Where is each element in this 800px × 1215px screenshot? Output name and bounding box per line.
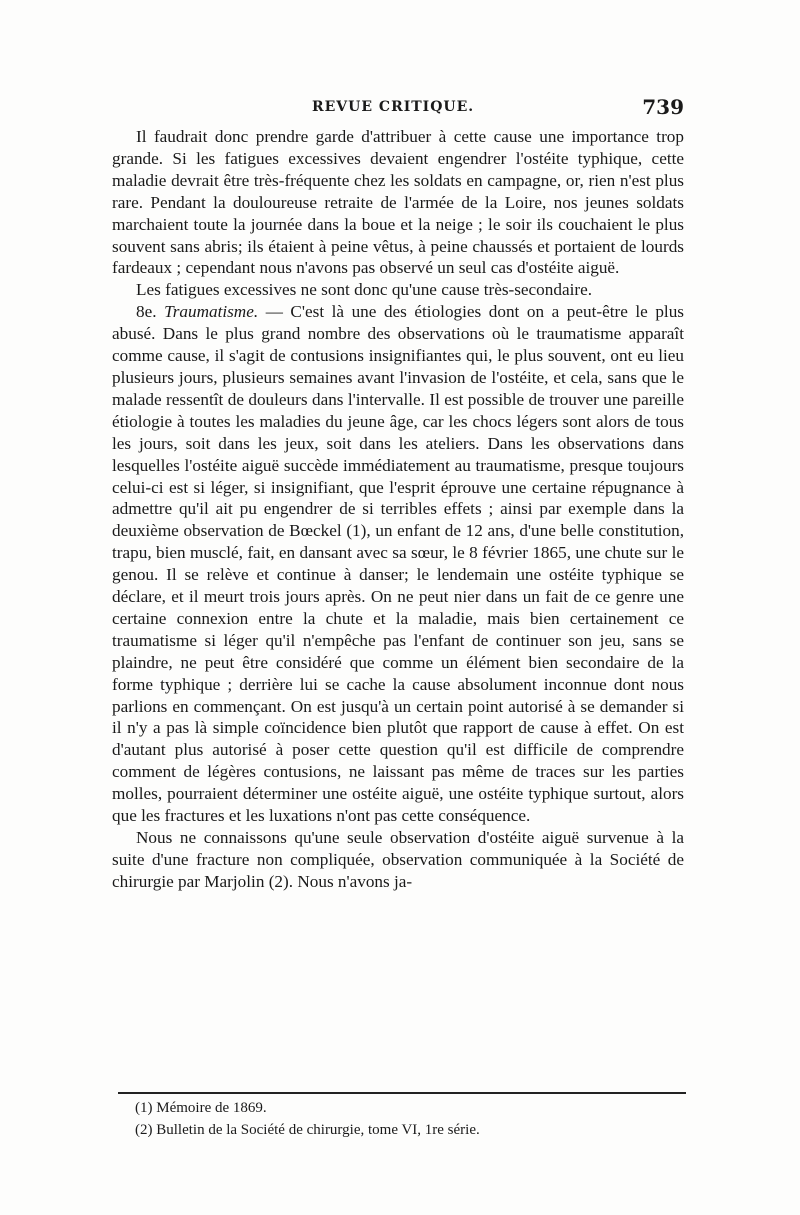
body-text bbox=[112, 126, 684, 893]
page-number: 739 bbox=[642, 95, 684, 119]
running-title: REVUE CRITIQUE. bbox=[312, 99, 475, 115]
paragraph-traumatisme bbox=[112, 301, 684, 827]
section-heading: Traumatisme. bbox=[164, 302, 259, 322]
section-text: — C'est là une des étiologies dont on a peut-être le plus abusé. Dans le plus grand nombre des observations où le traumatisme apparaît comme cause, il s'agit de contusions insignifiantes qui, le plus souvent, ont eu lieu plusieurs jours, plusieurs semaines avant l'invasion de l'ostéite, et cela, sans que le malade ressentît de douleurs dans l'intervalle. Il est possible de trouver une pareille étiologie à toutes les maladies du jeune âge, car les chocs légers sont alors de tous les jours, soit dans les jeux, soit dans les ateliers. Dans les observations dans lesquelles l'ostéite aiguë succède immédiatement au traumatisme, presque toujours celui-ci est si léger, si insignifiant, que l'esprit éprouve une certaine répugnance à admettre qu'il ait pu engendrer de si terribles effets ; ainsi par exemple dans la deuxième observation de Bœckel (1), un enfant de 12 ans, d'une belle constitution, trapu, bien musclé, fait, en dansant avec sa sœur, le 8 février 1865, une chute sur le genou. Il se relève et continue à danser; le lendemain une ostéite typhique se déclare, et il meurt trois jours après. On ne peut nier dans un fait de ce genre une certaine connexion entre la chute et la maladie, mais bien certainement ce traumatisme si léger qu'il n'empêche pas l'enfant de continuer son jeu, sans se plaindre, ne peut être considéré que comme un élément bien secondaire de la forme typhique ; derrière lui se cache la cause absolument inconnue dont nous parlions en commençant. On est jusqu'à un certain point autorisé à se demander si il n'y a pas là simple coïncidence bien plutôt que rapport de cause à effet. On est d'autant plus autorisé à poser cette question qu'il est difficile de comprendre comment de légères contusions, ne laissant pas même de traces sur les parties molles, pourraient déterminer une ostéite aiguë, une ostéite typhique surtout, alors que les fractures et les luxations n'ont pas cette conséquence. bbox=[112, 302, 684, 826]
footnotes bbox=[135, 1097, 685, 1141]
footnote-rule bbox=[118, 1092, 686, 1094]
paragraph-conclusion: Les fatigues excessives ne sont donc qu'une cause très-secondaire. bbox=[136, 280, 593, 300]
section-number: 8e. bbox=[136, 302, 157, 322]
page-header bbox=[112, 95, 684, 123]
footnote-2: (2) Bulletin de la Société de chirurgie, tome VI, 1re série. bbox=[135, 1122, 480, 1138]
footnote-1: (1) Mémoire de 1869. bbox=[135, 1100, 267, 1116]
paragraph-fatigues: Il faudrait donc prendre garde d'attribuer à cette cause une importance trop grande. Si les fatigues excessives devaient engendrer l'ostéite typhique, cette maladie devrait être très-fréquente chez les soldats en campagne, or, rien n'est plus rare. Pendant la douloureuse retraite de l'armée de la Loire, nos jeunes soldats marchaient toute la journée dans la boue et la neige ; le soir ils couchaient le plus souvent sans abris; ils étaient à peine vêtus, à peine chaussés et portaient de lourds fardeaux ; cependant nous n'avons pas observé un seul cas d'ostéite aiguë. bbox=[112, 127, 684, 278]
paragraph-fracture: Nous ne connaissons qu'une seule observation d'ostéite aiguë survenue à la suite d'une fracture non compliquée, observation communiquée à la Société de chirurgie par Marjolin (2). Nous n'avons ja- bbox=[112, 828, 684, 891]
